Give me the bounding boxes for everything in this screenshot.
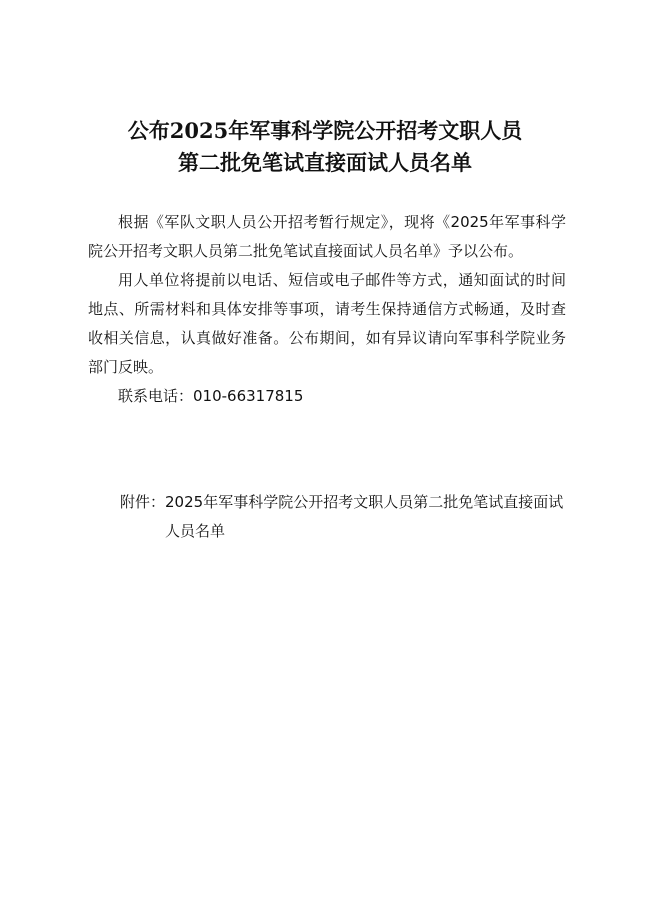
title-line-2: 第二批免笔试直接面试人员名单 — [178, 150, 472, 175]
attachment-row — [120, 488, 570, 546]
title-line-1: 公布2025年军事科学院公开招考文职人员 — [127, 118, 523, 143]
document-title — [60, 115, 590, 179]
attachment-section — [120, 488, 570, 546]
paragraph-notice: 用人单位将提前以电话、短信或电子邮件等方式，通知面试的时间地点、所需材料和具体安排等事项，请考生保持通信方式畅通，及时查收相关信息，认真做好准备。公布期间，如有异议请向军事科学院业务部门反映。 — [88, 271, 566, 376]
attachment-label: 附件： — [120, 493, 166, 511]
paragraph-contact-phone: 联系电话：010-66317815 — [118, 387, 304, 405]
attachment-text: 2025年军事科学院公开招考文职人员第二批免笔试直接面试人员名单 — [165, 493, 564, 540]
paragraph-announcement: 根据《军队文职人员公开招考暂行规定》，现将《2025年军事科学院公开招考文职人员第二批免笔试直接面试人员名单》予以公布。 — [88, 213, 566, 260]
document-body — [88, 208, 566, 411]
